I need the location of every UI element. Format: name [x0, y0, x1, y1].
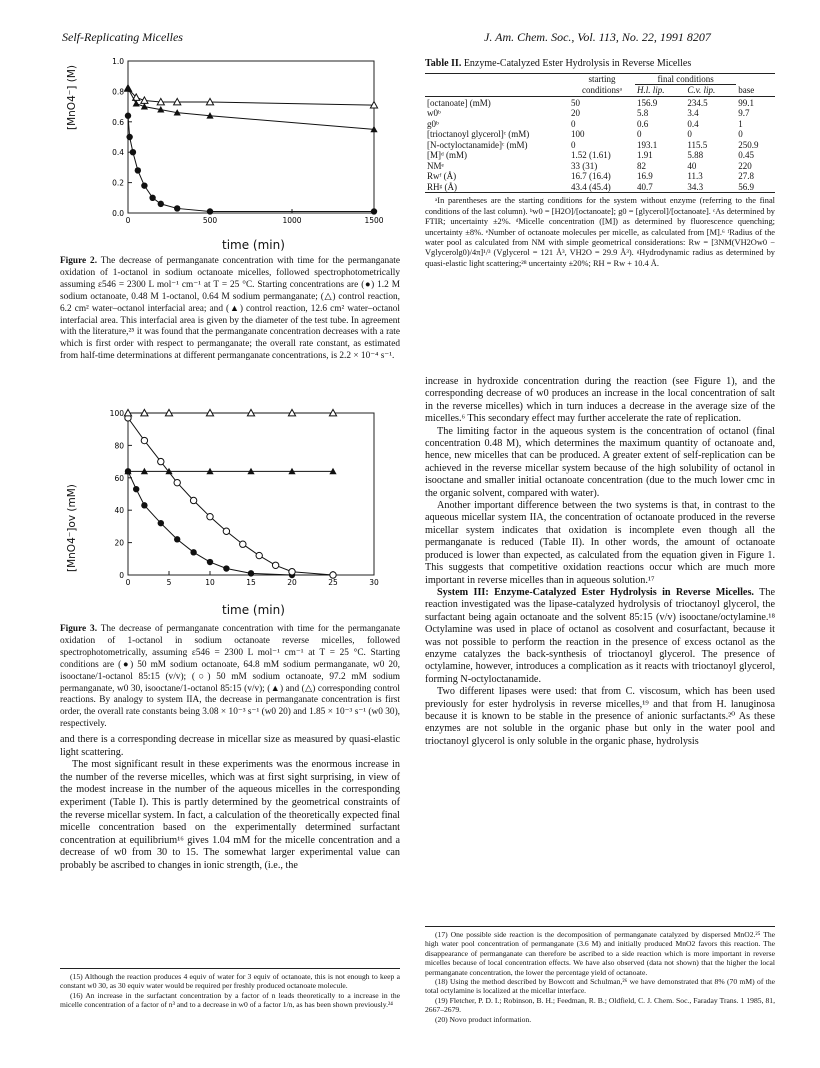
table-cell: 1 — [738, 118, 743, 129]
row-label: w0ᵇ — [427, 108, 441, 119]
data-point — [207, 208, 213, 214]
left-body — [60, 734, 400, 873]
table-cell: 5.8 — [637, 108, 649, 119]
table-cell: 50 — [571, 97, 580, 108]
table-2 — [425, 58, 775, 269]
col-header: H.l. lip. — [637, 85, 665, 96]
series-line — [128, 88, 374, 105]
group-header: final conditions — [635, 74, 736, 85]
row-label: RHᵍ (Å) — [427, 181, 457, 192]
fig2-caption-title: Figure 2. — [60, 256, 98, 266]
right-footnotes — [425, 930, 775, 1024]
fig2-chart — [92, 55, 392, 235]
table-row — [425, 171, 775, 182]
y-tick-label: 0.4 — [112, 148, 124, 158]
y-tick-label: 40 — [114, 506, 124, 516]
data-point — [141, 97, 148, 103]
data-point — [248, 570, 254, 576]
data-point — [207, 559, 213, 565]
section-heading: System III: Enzyme-Catalyzed Ester Hydrolysis in Reverse Micelles. — [437, 586, 754, 598]
section-text: The reaction investigated was the lipase-catalyzed hydrolysis of trioctanoyl glycerol, the surfactant being again octanoate and the solvent 85:15 (v/v) isooctane/octylamine.¹⁸ Octylamine was used in place of octanol as cosolvent and cosurfactant, because it was not possible to perform the reaction in the presence of excess octanol as the enzyme catalyzes the back-synthesis of trioctanoyl glycerol. The presence of octylamine, however, introduces a complication as it reacts with trioctanoyl glycerol, forming N-octyloctanamide. — [425, 586, 775, 685]
x-tick-label: 20 — [287, 578, 297, 587]
table-cell: 1.91 — [637, 150, 653, 161]
table-cell: 0.45 — [738, 150, 754, 161]
table-cell: 0 — [738, 129, 743, 140]
table-cell: 0 — [637, 129, 642, 140]
x-tick-label: 500 — [202, 216, 218, 225]
data-point — [371, 208, 377, 214]
table-cell: 0 — [571, 139, 576, 150]
series-line — [128, 88, 374, 129]
data-point — [141, 103, 148, 109]
table-row — [425, 182, 775, 193]
y-tick-label: 100 — [109, 409, 124, 418]
table-cell: 9.7 — [738, 108, 750, 119]
x-tick-label: 25 — [328, 578, 338, 587]
x-tick-label: 10 — [205, 578, 215, 587]
data-point — [223, 565, 229, 571]
table-cell: 11.3 — [687, 171, 703, 182]
table-cell: 5.88 — [687, 150, 704, 161]
x-tick-label: 0 — [125, 578, 131, 587]
y-tick-label: 0.2 — [112, 178, 124, 188]
data-point — [174, 205, 180, 211]
y-tick-label: 0 — [119, 571, 124, 580]
data-point — [133, 100, 140, 106]
data-point — [158, 520, 164, 526]
data-point — [130, 149, 136, 155]
table-cell: 100 — [571, 129, 585, 140]
y-tick-label: 0.0 — [112, 209, 124, 218]
data-point — [190, 549, 196, 555]
table-title — [425, 58, 775, 70]
footnote: (18) Using the method described by Bowcott and Schulman,²⁶ we have demonstrated that 8% (70 mM) of the total octylamine is localized at the micellar interface. — [425, 977, 775, 996]
data-point — [190, 497, 196, 503]
footnote: (15) Although the reaction produces 4 equiv of water for 3 equiv of octanoate, this is not enough to keep a constant w0 30, as 30 equiv water would be required per freshly produced octanoate molecule. — [60, 972, 400, 991]
fig3-xlabel: time (min) — [222, 603, 285, 617]
table-row — [425, 161, 775, 172]
table-cell: 99.1 — [738, 97, 754, 108]
data-point — [174, 536, 180, 542]
right-paragraph: Another important difference between the two systems is that, in contrast to the aqueous micellar system IIA, the concentration of octanoate produced in the reverse micellar system indicates that oxidation is incomplete even though all the permanganate is reduced (Table II). In other words, the amount of octanoate produced is lower than expected, as calculated from the equation given in Figure 1. This suggests that competitive oxidation reactions occur which are much more important in reverse micelles than in aqueous solution.¹⁷ — [425, 500, 775, 586]
table-cell: 40 — [687, 160, 697, 171]
y-tick-label: 80 — [114, 441, 124, 451]
data-point — [141, 437, 147, 443]
running-title: Self-Replicating Micelles — [62, 30, 183, 44]
data-point — [133, 486, 139, 492]
table-2-grid — [425, 74, 775, 195]
table-cell: 220 — [738, 160, 752, 171]
right-paragraph: The limiting factor in the aqueous system is the concentration of octanol (final concentration 0.48 M), which determines the maximum quantity of octanoate and, hence, new micelles that can be produced. A greater extent of self-replication can be achieved in the reverse micellar system because of the high solubility of octanol in isooctane and smaller initial octanoate concentration (due to the much lower cmc in the organic solvent, compared with water). — [425, 425, 775, 499]
table-cell: 0 — [687, 129, 692, 140]
data-point — [126, 134, 132, 140]
table-row — [425, 129, 775, 140]
table-cell: 250.9 — [738, 139, 759, 150]
fig3-chart — [92, 405, 392, 595]
right-paragraph: increase in hydroxide concentration during the reaction (see Figure 1), and the corresponding decrease of w0 produces an increase in the local concentration of salt in the reverse micelles) which in turn induces a decrease in the average size of the micelles.⁶ This secondary effect may further accelerate the rate of replication. — [425, 376, 775, 425]
footnote: (17) One possible side reaction is the decomposition of permanganate catalyzed by dispersed MnO2.²⁵ The high water pool concentration of permanganate (3.6 M) and initially produced MnO2 favors this reaction. The disappearance of permanganate can therefore be ascribed to a side reaction which is more important in reverse micelles because of local concentration effects. We have also observed (data not shown) that the higher the local permanganate concentration, the lower the percentage yield of octanoate. — [425, 930, 775, 977]
row-label: [trioctanoyl glycerol]ᶜ (mM) — [427, 129, 530, 140]
table-cell: 0.4 — [687, 118, 699, 129]
table-cell: 82 — [637, 160, 646, 171]
section-3-paragraph — [425, 587, 775, 686]
col-header: base — [738, 84, 755, 95]
table-cell: 16.7 (16.4) — [571, 171, 611, 182]
footnote: (20) Novo product information. — [435, 1014, 532, 1024]
journal-citation: J. Am. Chem. Soc., Vol. 113, No. 22, 1991 8207 — [484, 30, 711, 44]
row-label: NMᵉ — [427, 160, 444, 171]
table-cell: 27.8 — [738, 171, 754, 182]
table-cell: 43.4 (45.4) — [571, 181, 611, 192]
footnote-divider — [60, 968, 400, 969]
col-header: starting conditionsᵃ — [582, 74, 622, 95]
fig3-caption-text: The decrease of permanganate concentration with time for the permanganate oxidation of 1-octanol in sodium octanoate reverse micelles, followed spectrophotometrically, assuming ε546 = 2300 L mol⁻¹ cm⁻¹ at T = 25 °C. Starting conditions are (●) 50 mM sodium octanoate, 64.8 mM sodium permanganate, w0 20, isooctane/1-octanol 85:15 (v/v); (○) 50 mM sodium octanoate, 97.2 mM sodium permanganate, w0 30, isooctane/1-octanol 85:15 (v/v); (▲) and (△) corresponding control reactions. By analogy to system IIA, the decrease in permanganate concentration is first order, the overall rate constants being 3.08 × 10⁻³ s⁻¹ (w0 20) and 1.85 × 10⁻³ s⁻¹ (w0 30), respectively. — [60, 624, 400, 730]
data-point — [207, 513, 213, 519]
fig3-ylabel: [MnO4⁻]ov (mM) — [66, 484, 78, 572]
y-tick-label: 1.0 — [112, 57, 124, 66]
table-row — [425, 150, 775, 161]
fig2-caption — [60, 256, 400, 363]
row-label: [M]ᵈ (mM) — [427, 150, 468, 161]
data-point — [289, 569, 295, 575]
table-cell: 234.5 — [687, 97, 708, 108]
table-cell: 56.9 — [738, 181, 754, 192]
row-label: [N-octyloctanamide]ᶜ (mM) — [427, 139, 528, 150]
data-point — [256, 552, 262, 558]
data-point — [141, 182, 147, 188]
data-point — [223, 528, 229, 534]
data-point — [158, 201, 164, 207]
table-cell: 3.4 — [687, 108, 699, 119]
table-footnote: ᵃIn parentheses are the starting conditions for the system without enzyme (referring to the final conditions of the last column). ᵇw0 = [H2O]/[octanoate]; g0 = [glycerol]/[octanoate]. ᶜAs determined by FTIR; uncertainty ±2%. ᵈMicelle concentration ([M]) as determined by fluorescence quenching; uncertainty ±8%. ᵉNumber of octanoate molecules per micelle, as calculated from [M].⁶ ᶠRadius of the water pool as calculated from NM with simple geometrical considerations: Rw = [3NM(VH2Ow0 − Vglycerolg0)/4π]¹/³ (Vglycerol = 121 Å³, VH2O = 29.9 Å³). ᵍHydrodynamic radius as determined by quasi-elastic light scattering;²⁸ uncertainty ±20%; RH = Rw + 10.4 Å. — [425, 196, 775, 268]
y-tick-label: 20 — [114, 538, 124, 548]
data-point — [135, 167, 141, 173]
table-cell: 33 (31) — [571, 160, 598, 171]
left-paragraph: The most significant result in these experiments was the enormous increase in the number of the reverse micelles, which was at first sight surprising, in view of the modest increase in the number of the aqueous micelles in the corresponding experiment (Table I). This is partly determined by the geometrical constraints of the reverse micellar system. In fact, a calculation of the theoretically expected final micelle concentration based on the experimentally determined surfactant concentration at equilibrium¹⁶ gives 1.04 mM for the micelle concentration and a decrease of w0 from 30 to 15. The somewhat larger experimental value can probably be ascribed to changes in ionic strength, (i.e., the — [60, 759, 400, 871]
fig2-caption-text: The decrease of permanganate concentration with time for the permanganate oxidation of 1-octanol in sodium octanoate micelles, followed spectrophotometrically assuming ε546 = 2300 L mol⁻¹ cm⁻¹ at T = 25 °C. Starting concentrations are (●) 1.2 M sodium octanoate, 0.48 M 1-octanol, 0.64 M sodium permanganate; (△) control reaction, 6.2 cm² water–octanol interfacial area; and (▲) control reaction, 12.6 cm² water–octanol interfacial area. This interfacial area is given by the diameter of the test tube. In agreement with the literature,²⁵ it was found that the permanganate concentration decreases with a rate which is first order with respect to permanganate; the overall rate constant, as estimated from half-time determinations at different permanganate concentrations, is 2.2 × 10⁻⁴ s⁻¹. — [60, 256, 400, 362]
data-point — [141, 502, 147, 508]
data-point — [272, 562, 278, 568]
table-row — [425, 98, 775, 109]
row-label: [octanoate] (mM) — [427, 97, 491, 108]
table-row — [425, 140, 775, 151]
y-tick-label: 60 — [114, 473, 124, 483]
footnote: (19) Fletcher, P. D. I.; Robinson, B. H.; Feedman, R. B.; Oldfield, C. J. Chem. Soc., Faraday Trans. 1 1985, 81, 2667–2679. — [425, 995, 775, 1015]
fig3-caption — [60, 624, 400, 731]
fig2-xlabel: time (min) — [222, 238, 285, 252]
right-body — [425, 376, 775, 748]
table-row — [425, 108, 775, 119]
table-cell: 115.5 — [687, 139, 708, 150]
table-cell: 1.52 (1.61) — [571, 150, 611, 161]
fig2-ylabel: [MnO4⁻] (M) — [66, 65, 78, 130]
data-point — [174, 479, 180, 485]
plot-frame — [128, 413, 374, 575]
left-paragraph: and there is a corresponding decrease in micellar size as measured by quasi-elastic light scattering. — [60, 734, 400, 758]
row-label: g0ᵇ — [427, 118, 439, 129]
series-line — [128, 418, 333, 575]
table-row — [425, 119, 775, 130]
row-label: Rwᶠ (Å) — [427, 171, 457, 182]
col-header: C.v. lip. — [687, 85, 716, 96]
data-point — [158, 458, 164, 464]
table-cell: 0.6 — [637, 118, 649, 129]
x-tick-label: 15 — [246, 578, 256, 587]
x-tick-label: 5 — [166, 578, 172, 587]
footnote: (16) An increase in the surfactant concentration by a factor of n leads theoretically to a increase in the micelle concentration of a factor of n³ and to a decrease in w0 of a factor 1/n, as has been shown previously.²⁴ — [60, 990, 400, 1010]
x-tick-label: 30 — [369, 578, 379, 587]
table-cell: 20 — [571, 108, 580, 119]
data-point — [240, 541, 246, 547]
y-tick-label: 0.6 — [112, 117, 124, 127]
table-cell: 40.7 — [637, 181, 653, 192]
x-tick-label: 1500 — [364, 216, 384, 225]
x-tick-label: 1000 — [282, 216, 302, 225]
table-cell: 34.3 — [687, 181, 704, 192]
table-cell: 0 — [571, 118, 576, 129]
x-tick-label: 0 — [125, 216, 131, 225]
table-cell: 156.9 — [637, 97, 658, 108]
table-number: Table II. — [425, 58, 462, 69]
data-point — [124, 85, 131, 91]
plot-frame — [128, 61, 374, 213]
table-cell: 193.1 — [637, 139, 658, 150]
table-caption: Enzyme-Catalyzed Ester Hydrolysis in Reverse Micelles — [463, 58, 692, 69]
data-point — [125, 113, 131, 119]
data-point — [149, 195, 155, 201]
left-footnotes — [60, 972, 400, 1010]
footnote-divider — [425, 926, 775, 927]
series-line — [128, 116, 374, 212]
y-tick-label: 0.8 — [112, 87, 124, 97]
fig3-caption-title: Figure 3. — [60, 624, 98, 634]
data-point — [330, 572, 336, 578]
table-cell: 16.9 — [637, 171, 653, 182]
right-paragraph: Two different lipases were used: that from C. viscosum, which has been used previously for ester hydrolysis in reverse micelles,¹⁹ and that from H. lanuginosa because it is known to be stable in the presence of anionic surfactants.²⁰ As these enzymes are not soluble in the organic phase but only in the water pool and trioctanoyl glycerol is only soluble in the organic phase, hydrolysis — [425, 686, 775, 747]
